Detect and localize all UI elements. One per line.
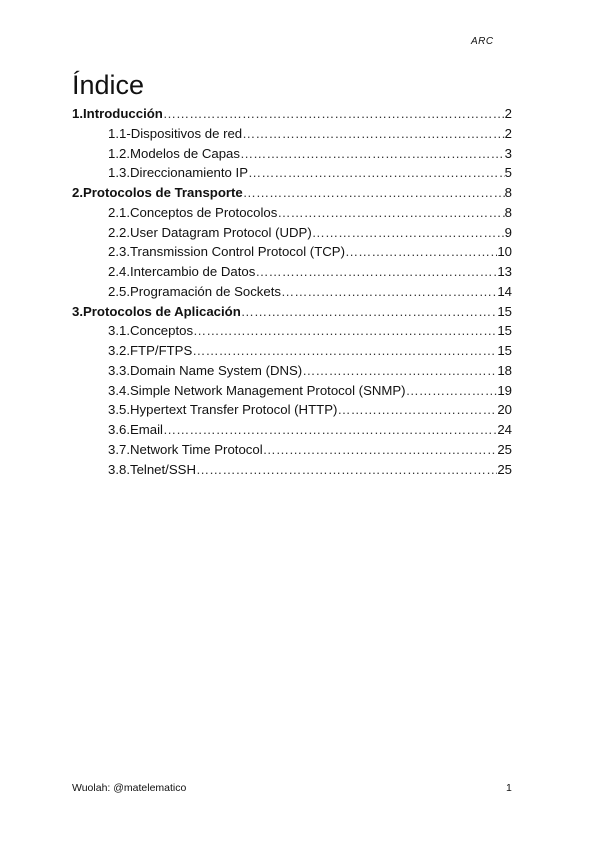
toc-dot-leader	[163, 422, 497, 437]
toc-entry-page: 25	[497, 441, 512, 457]
toc-dot-leader	[263, 442, 498, 457]
toc-subsection-entry[interactable]	[72, 422, 512, 442]
toc-entry-page: 13	[497, 264, 512, 279]
toc-entry-page: 20	[497, 402, 512, 418]
toc-subsection-entry[interactable]	[72, 165, 512, 185]
toc-section-entry[interactable]	[72, 304, 512, 324]
toc-entry-label: 3.5.Hypertext Transfer Protocol (HTTP)	[108, 402, 338, 418]
toc-entry-label: 2.3.Transmission Control Protocol (TCP)	[108, 244, 345, 260]
toc-entry-label: 3.1.Conceptos	[108, 323, 194, 339]
running-header: ARC	[471, 36, 494, 47]
toc-section-entry[interactable]	[72, 106, 512, 126]
toc-entry-label: 3.4.Simple Network Management Protocol (SNMP)	[108, 382, 406, 398]
toc-subsection-entry[interactable]	[72, 363, 512, 383]
toc-subsection-entry[interactable]	[72, 402, 512, 422]
toc-dot-leader	[345, 244, 497, 259]
toc-dot-leader	[193, 323, 497, 338]
toc-entry-label: 3.6.Email	[108, 422, 163, 437]
toc-entry-page: 10	[497, 244, 512, 260]
toc-section-entry[interactable]	[72, 185, 512, 205]
toc-entry-page: 19	[497, 382, 512, 398]
toc-subsection-entry[interactable]	[72, 284, 512, 304]
toc-subsection-entry[interactable]	[72, 323, 512, 343]
toc-entry-label: 2.4.Intercambio de Datos	[108, 264, 256, 279]
toc-entry-page: 2	[504, 125, 512, 141]
toc-subsection-entry[interactable]	[72, 383, 512, 403]
toc-entry-page: 15	[497, 343, 512, 358]
toc-entry-label: 3.2.FTP/FTPS	[108, 343, 193, 358]
toc-subsection-entry[interactable]	[72, 462, 512, 482]
toc-entry-label: 2.Protocolos de Transporte	[72, 185, 243, 200]
toc-entry-page: 15	[497, 303, 512, 319]
toc-dot-leader	[302, 363, 497, 378]
toc-dot-leader	[406, 383, 498, 398]
toc-dot-leader	[312, 225, 505, 240]
toc-entry-page: 8	[504, 185, 512, 200]
toc-subsection-entry[interactable]	[72, 126, 512, 146]
toc-dot-leader	[255, 264, 497, 279]
toc-entry-page: 24	[497, 422, 512, 437]
toc-entry-page: 18	[497, 362, 512, 378]
toc-entry-label: 1.3.Direccionamiento IP	[108, 165, 249, 181]
toc-entry-page: 8	[504, 204, 512, 220]
toc-subsection-entry[interactable]	[72, 225, 512, 245]
toc-entry-page: 3	[504, 145, 512, 161]
footer-page-number: 1	[506, 782, 512, 794]
toc-entry-page: 2	[504, 106, 512, 121]
toc-dot-leader	[240, 146, 505, 161]
toc-subsection-entry[interactable]	[72, 205, 512, 225]
toc-subsection-entry[interactable]	[72, 146, 512, 166]
toc-subsection-entry[interactable]	[72, 343, 512, 363]
toc-subsection-entry[interactable]	[72, 264, 512, 284]
toc-entry-label: 2.5.Programación de Sockets	[108, 283, 281, 299]
toc-entry-page: 15	[497, 323, 512, 339]
toc-dot-leader	[196, 462, 497, 477]
page-title: Índice	[72, 70, 145, 100]
toc-dot-leader	[337, 402, 497, 417]
toc-entry-label: 3.Protocolos de Aplicación	[72, 303, 241, 319]
toc-entry-label: 3.7.Network Time Protocol	[108, 441, 263, 457]
toc-dot-leader	[192, 343, 497, 358]
toc-entry-page: 5	[504, 165, 512, 181]
toc-subsection-entry[interactable]	[72, 442, 512, 462]
toc-dot-leader	[277, 205, 504, 220]
toc-subsection-entry[interactable]	[72, 244, 512, 264]
toc-entry-label: 1.Introducción	[72, 106, 163, 121]
toc-dot-leader	[248, 165, 505, 180]
toc-entry-label: 3.8.Telnet/SSH	[108, 461, 196, 477]
toc-entry-page: 25	[497, 461, 512, 477]
toc-entry-page: 14	[497, 283, 512, 299]
toc-dot-leader	[163, 106, 505, 121]
toc-entry-label: 2.2.User Datagram Protocol (UDP)	[108, 224, 312, 240]
toc-entry-label: 2.1.Conceptos de Protocolos	[108, 204, 278, 220]
toc-dot-leader	[241, 304, 498, 319]
toc-entry-page: 9	[504, 224, 512, 240]
toc-dot-leader	[242, 126, 505, 141]
toc-entry-label: 1.1-Dispositivos de red	[108, 125, 243, 141]
table-of-contents	[72, 106, 512, 481]
footer-credit: Wuolah: @matelematico	[72, 782, 187, 794]
toc-entry-label: 3.3.Domain Name System (DNS)	[108, 362, 303, 378]
toc-dot-leader	[281, 284, 497, 299]
toc-dot-leader	[243, 185, 505, 200]
toc-entry-label: 1.2.Modelos de Capas	[108, 145, 240, 161]
